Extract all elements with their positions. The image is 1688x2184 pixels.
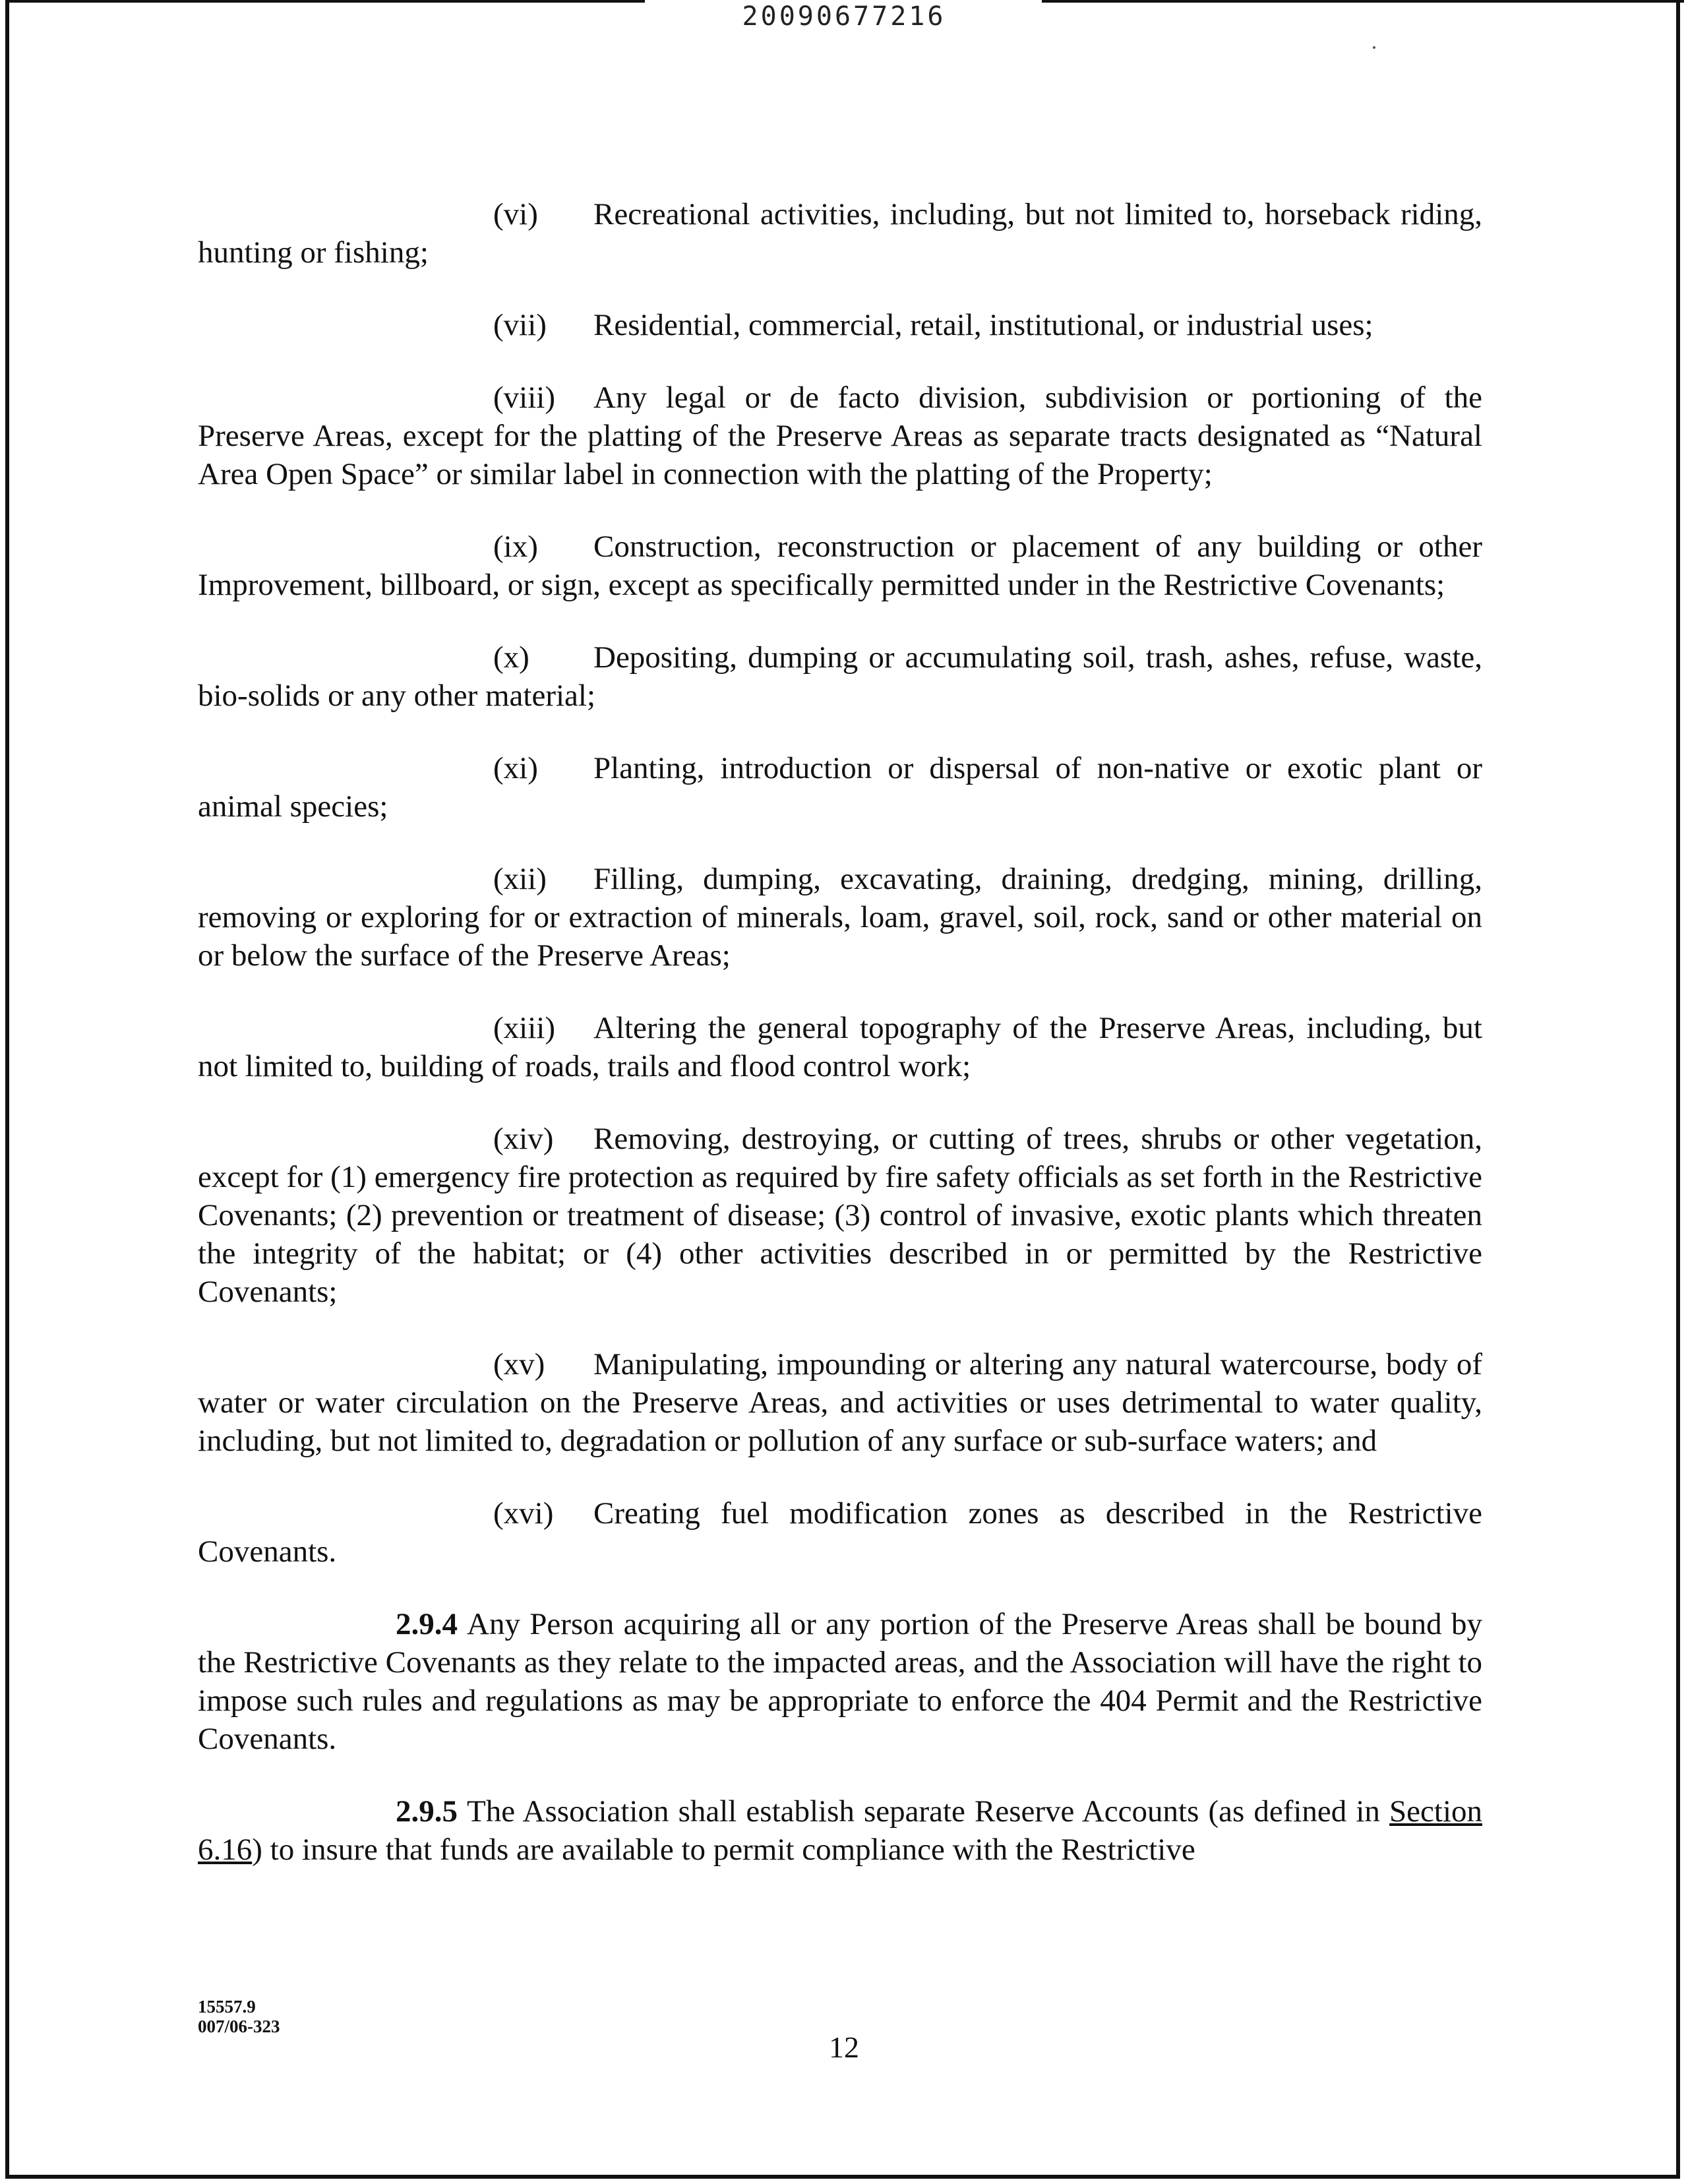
list-item-x: (x) Depositing, dumping or accumulating soil, trash, ashes, refuse, waste, bio-solids or any other material;	[198, 640, 1482, 713]
scan-speck	[1373, 46, 1375, 49]
list-item-vi: (vi) Recreational activities, including, but not limited to, horseback riding, hunting or fishing;	[198, 197, 1482, 270]
list-item-xi: (xi) Planting, introduction or dispersal of non-native or exotic plant or animal species;	[198, 751, 1482, 824]
footer-document-id: 15557.9 007/06-323	[198, 1997, 280, 2036]
list-item-xii: (xii) Filling, dumping, excavating, draining, dredging, mining, drilling, removing or exploring for or extraction of minerals, loam, gravel, soil, rock, sand or other material on or below the surface of the Preserve Areas;	[198, 862, 1482, 973]
document-body	[198, 195, 1482, 1903]
list-item-ix: (ix) Construction, reconstruction or placement of any building or other Improvement, billboard, or sign, except as specifically permitted under in the Restrictive Covenants;	[198, 530, 1482, 602]
list-item-xv: (xv) Manipulating, impounding or altering any natural watercourse, body of water or water circulation on the Preserve Areas, and activities or uses detrimental to water quality, including, but not limited to, degradation or pollution of any surface or sub-surface waters; and	[198, 1347, 1482, 1458]
list-item-viii: (viii) Any legal or de facto division, subdivision or portioning of the Preserve Areas, except for the platting of the Preserve Areas as separate tracts designated as “Natural Area Open Space” or similar label in connection with the platting of the Property;	[198, 380, 1482, 491]
list-item-vii: (vii) Residential, commercial, retail, institutional, or industrial uses;	[493, 308, 1373, 342]
list-item-xvi: (xvi) Creating fuel modification zones as described in the Restrictive Covenants.	[198, 1496, 1482, 1569]
section-2-9-5: 2.9.5 The Association shall establish separate Reserve Accounts (as defined in Section 6.16) to insure that funds are available to permit compliance with the Restrictive	[198, 1794, 1483, 1867]
list-item-xiv: (xiv) Removing, destroying, or cutting of trees, shrubs or other vegetation, except for (1) emergency fire protection as required by fire safety officials as set forth in the Restrictive Covenants; (2) prevention or treatment of disease; (3) control of invasive, exotic plants which threaten the integrity of the habitat; or (4) other activities described in or permitted by the Restrictive Covenants;	[198, 1122, 1482, 1309]
page-number: 12	[829, 2030, 859, 2064]
document-number: 20090677216	[742, 1, 946, 32]
list-item-xiii: (xiii) Altering the general topography of the Preserve Areas, including, but not limited to, building of roads, trails and flood control work;	[198, 1011, 1482, 1083]
section-2-9-4: 2.9.4 Any Person acquiring all or any portion of the Preserve Areas shall be bound by the Restrictive Covenants as they relate to the impacted areas, and the Association will have the right to impose such rules and regulations as may be appropriate to enforce the 404 Permit and the Restrictive Covenants.	[198, 1607, 1482, 1756]
section-6-16-reference: Section 6.16	[198, 1794, 1483, 1867]
